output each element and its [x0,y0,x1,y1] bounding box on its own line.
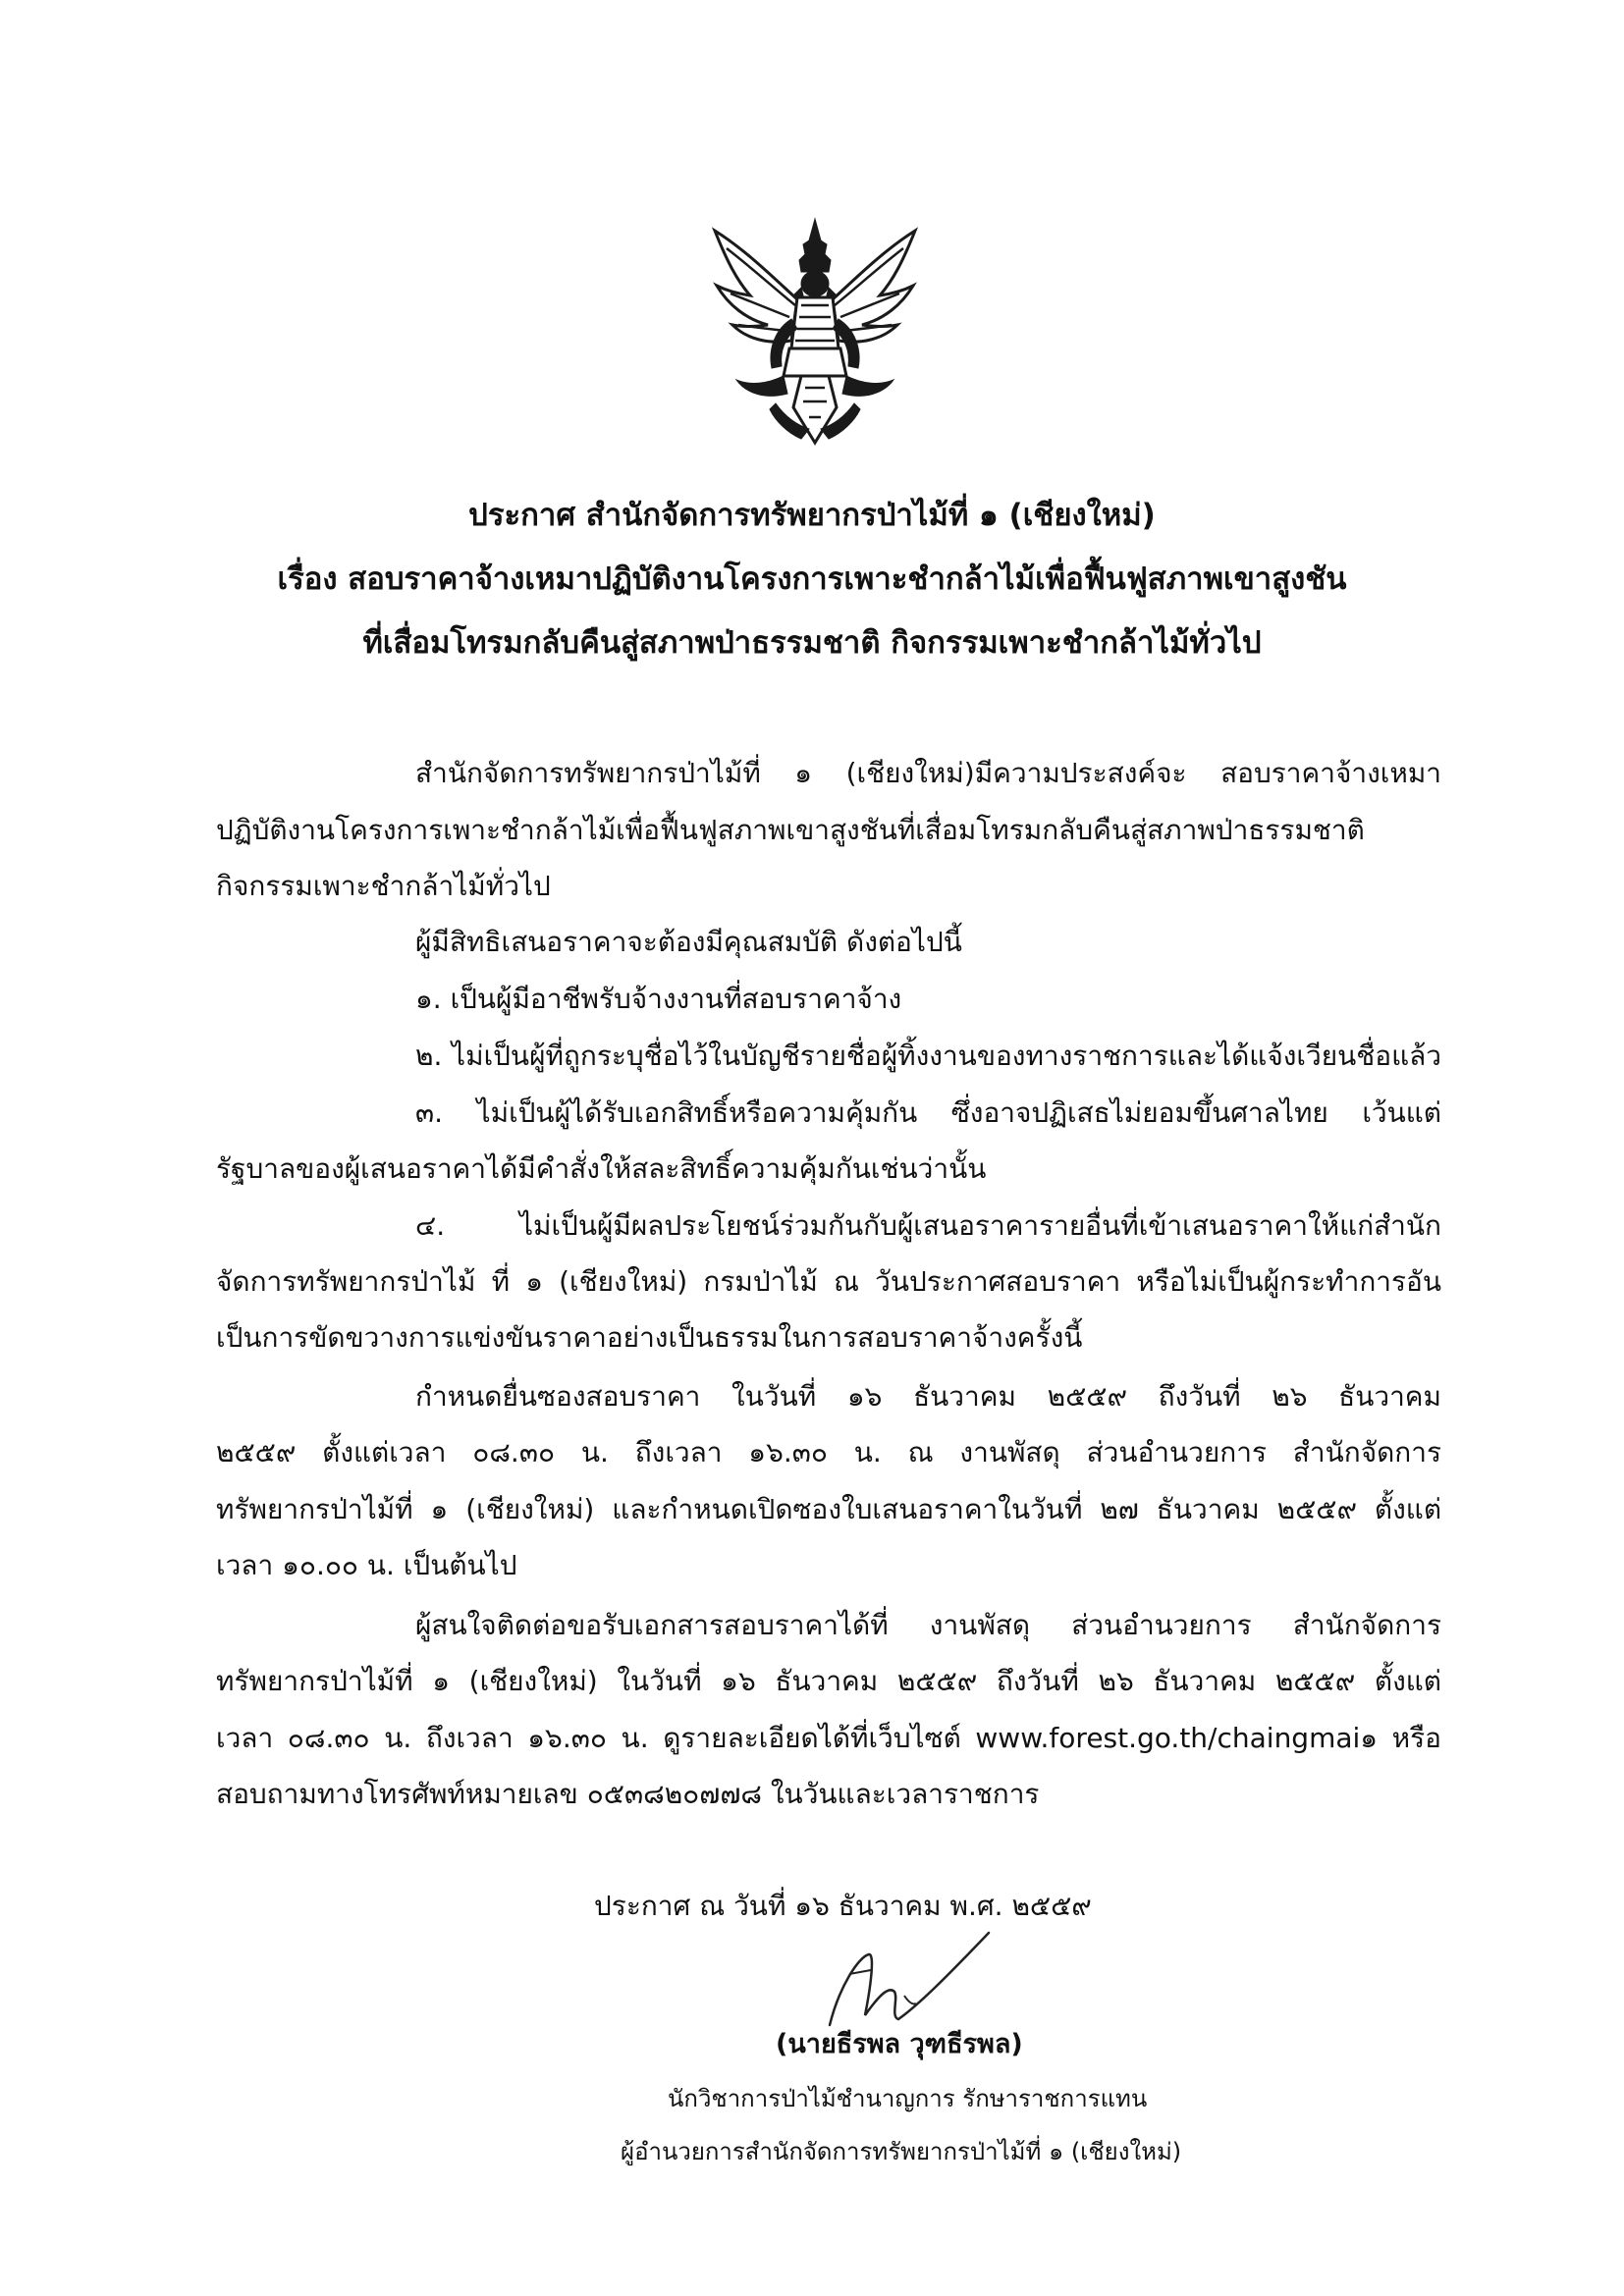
body-line: ๔. ไม่เป็นผู้มีผลประโยชน์ร่วมกันกับผู้เสนอราคารายอื่นที่เข้าเสนอราคาให้แก่สำนัก [415,1209,1441,1242]
signatory-office: ผู้อำนวยการสำนักจัดการทรัพยากรป่าไม้ที่ ๑ (เชียงใหม่) [621,2138,1182,2165]
body-line: ผู้มีสิทธิเสนอราคาจะต้องมีคุณสมบัติ ดังต่อไปนี้ [415,926,962,958]
body-line: ทรัพยากรป่าไม้ที่ ๑ (เชียงใหม่) และกำหนดเปิดซองใบเสนอราคาในวันที่ ๒๗ ธันวาคม ๒๕๕๙ ตั้งแต่ [216,1493,1441,1525]
body-line: ๒๕๕๙ ตั้งแต่เวลา ๐๘.๓๐ น. ถึงเวลา ๑๖.๓๐ น. ณ งานพัสดุ ส่วนอำนวยการ สำนักจัดการ [216,1436,1442,1468]
body-line: สำนักจัดการทรัพยากรป่าไม้ที่ ๑ (เชียงใหม่)มีความประสงค์จะ สอบราคาจ้างเหมา [415,757,1441,789]
body-line: เวลา ๐๘.๓๐ น. ถึงเวลา ๑๖.๓๐ น. ดูรายละเอียดได้ที่เว็บไซต์ www.forest.go.th/chaingmai๑ หรือ [216,1722,1441,1754]
announcement-subject-line2: ที่เสื่อมโทรมกลับคืนสู่สภาพป่าธรรมชาติ กิจกรรมเพาะชำกล้าไม้ทั่วไป [362,625,1262,661]
body-line: กิจกรรมเพาะชำกล้าไม้ทั่วไป [216,870,551,902]
body-line: ทรัพยากรป่าไม้ที่ ๑ (เชียงใหม่) ในวันที่ ๑๖ ธันวาคม ๒๕๕๙ ถึงวันที่ ๒๖ ธันวาคม ๒๕๕๙ ตั้งแต่ [216,1665,1441,1697]
signatory-name: (นายธีรพล วุฑธีรพล) [776,2029,1023,2059]
body-line: ๓. ไม่เป็นผู้ได้รับเอกสิทธิ์หรือความคุ้มกัน ซึ่งอาจปฏิเสธไม่ยอมขึ้นศาลไทย เว้นแต่ [415,1096,1441,1129]
body-line: เวลา ๑๐.๐๐ น. เป็นต้นไป [216,1549,517,1581]
body-line: รัฐบาลของผู้เสนอราคาได้มีคำสั่งให้สละสิทธิ์ความคุ้มกันเช่นว่านั้น [216,1152,987,1185]
body-line: ๑. เป็นผู้มีอาชีพรับจ้างงานที่สอบราคาจ้าง [415,983,902,1015]
announcement-subject-line1: เรื่อง สอบราคาจ้างเหมาปฏิบัติงานโครงการเพาะชำกล้าไม้เพื่อฟื้นฟูสภาพเขาสูงชัน [277,561,1347,597]
body-line: สอบถามทางโทรศัพท์หมายเลข ๐๕๓๘๒๐๗๗๘ ในวันและเวลาราชการ [216,1778,1040,1810]
body-line: ผู้สนใจติดต่อขอรับเอกสารสอบราคาได้ที่ งานพัสดุ ส่วนอำนวยการ สำนักจัดการ [415,1609,1441,1641]
announcement-title: ประกาศ สำนักจัดการทรัพยากรป่าไม้ที่ ๑ (เชียงใหม่) [468,498,1156,533]
signatory-position: นักวิชาการป่าไม้ชำนาญการ รักษาราชการแทน [668,2085,1148,2112]
announcement-date: ประกาศ ณ วันที่ ๑๖ ธันวาคม พ.ศ. ๒๕๕๙ [594,1890,1092,1922]
body-line: กำหนดยื่นซองสอบราคา ในวันที่ ๑๖ ธันวาคม ๒๕๕๙ ถึงวันที่ ๒๖ ธันวาคม [415,1380,1441,1413]
body-line: ปฏิบัติงานโครงการเพาะชำกล้าไม้เพื่อฟื้นฟูสภาพเขาสูงชันที่เสื่อมโทรมกลับคืนสู่สภาพป่าธรรมชาติ [216,814,1365,846]
garuda-emblem-icon [707,211,923,456]
body-line: จัดการทรัพยากรป่าไม้ ที่ ๑ (เชียงใหม่) กรมป่าไม้ ณ วันประกาศสอบราคา หรือไม่เป็นผู้กระทำการอัน [216,1265,1441,1298]
body-line: ๒. ไม่เป็นผู้ที่ถูกระบุชื่อไว้ในบัญชีรายชื่อผู้ทิ้งงานของทางราชการและได้แจ้งเวียนชื่อแล้ว [415,1040,1441,1072]
body-line: เป็นการขัดขวางการแข่งขันราคาอย่างเป็นธรรมในการสอบราคาจ้างครั้งนี้ [216,1321,1083,1354]
